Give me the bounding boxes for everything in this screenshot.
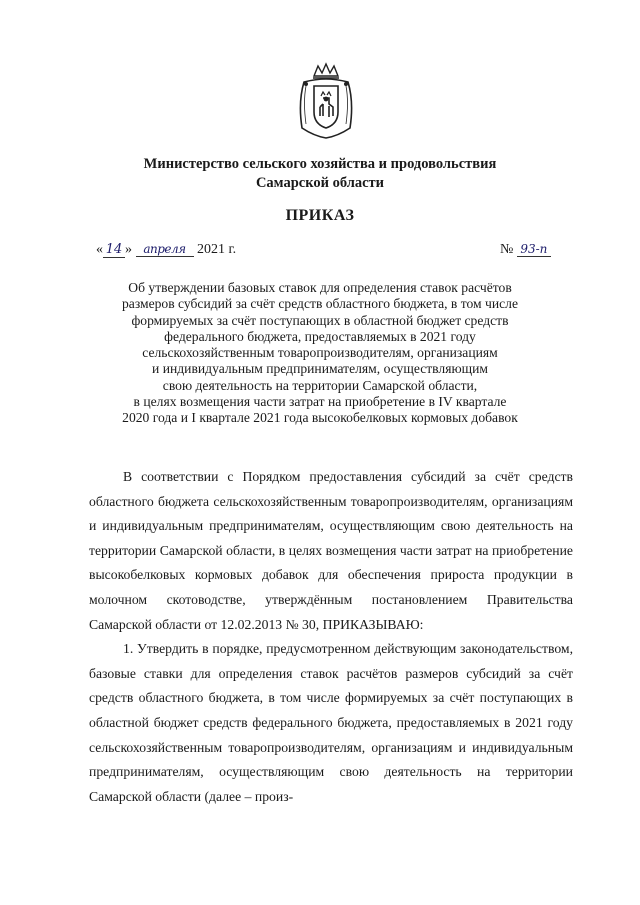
subject-line: федерального бюджета, предоставляемых в 2021 году [164, 328, 476, 344]
body-paragraph-preamble: В соответствии с Порядком предоставления субсидий за счёт средств областного бюджета сельскохозяйственным товаропроизводителям, организациям и индивидуальным предпринимателям, осуществляющим свою деятельность на территории Самарской области, в целях возмещения части затрат на приобретение высокобелковых кормовых добавок для обеспечения прироста продукции в молочном скотоводстве, утверждённым постановлением Правительства Самарской области от 12.02.2013 № 30, ПРИКАЗЫВАЮ: [89, 469, 573, 632]
body-paragraph-item-1: 1. Утвердить в порядке, предусмотренном действующим законодательством, базовые ставки для определения ставок расчётов размеров субсидий за счёт средств областного бюджета, в том числе формируемых за счёт поступающих в областной бюджет средств федерального бюджета, предоставляемых в 2021 году сельскохозяйственным товаропроизводителям, организациям и индивидуальным предпринимателям, осуществляющим свою деятельность на территории Самарской области (далее – произ- [89, 641, 573, 804]
subject-line: размеров субсидий за счёт средств областного бюджета, в том числе [121, 296, 518, 312]
ministry-name [0, 155, 640, 193]
document-number [500, 242, 551, 258]
subject-line: Об утверждении базовых ставок для определения ставок расчётов [128, 280, 512, 295]
document-body [89, 465, 573, 809]
date-day-handwritten: 14 [103, 242, 125, 258]
number-sign: № [500, 242, 514, 257]
date-close-quote: » [125, 242, 132, 257]
ministry-name-line2: Самарской области [255, 175, 385, 191]
subject-line: 2020 года и I квартале 2021 года высокобелковых кормовых добавок [122, 410, 518, 426]
coat-of-arms-emblem [294, 62, 358, 140]
subject-line: свою деятельность на территории Самарской области, [162, 377, 478, 393]
subject-line: формируемых за счёт поступающих в областной бюджет средств [131, 312, 509, 328]
date-month-handwritten: апреля [136, 242, 194, 257]
document-date [96, 242, 236, 258]
ministry-name-line1: Министерство сельского хозяйства и продовольствия [143, 156, 497, 172]
document-subject [40, 280, 600, 427]
number-value-handwritten: 93-п [517, 242, 551, 257]
date-open-quote: « [96, 242, 103, 257]
subject-line: в целях возмещения части затрат на приобретение в IV квартале [133, 394, 507, 410]
subject-line: сельскохозяйственным товаропроизводителям, организациям [142, 345, 498, 361]
date-year: 2021 г. [197, 242, 237, 257]
subject-line: и индивидуальным предпринимателям, осуществляющим [152, 361, 488, 377]
document-type-title: ПРИКАЗ [285, 207, 355, 224]
